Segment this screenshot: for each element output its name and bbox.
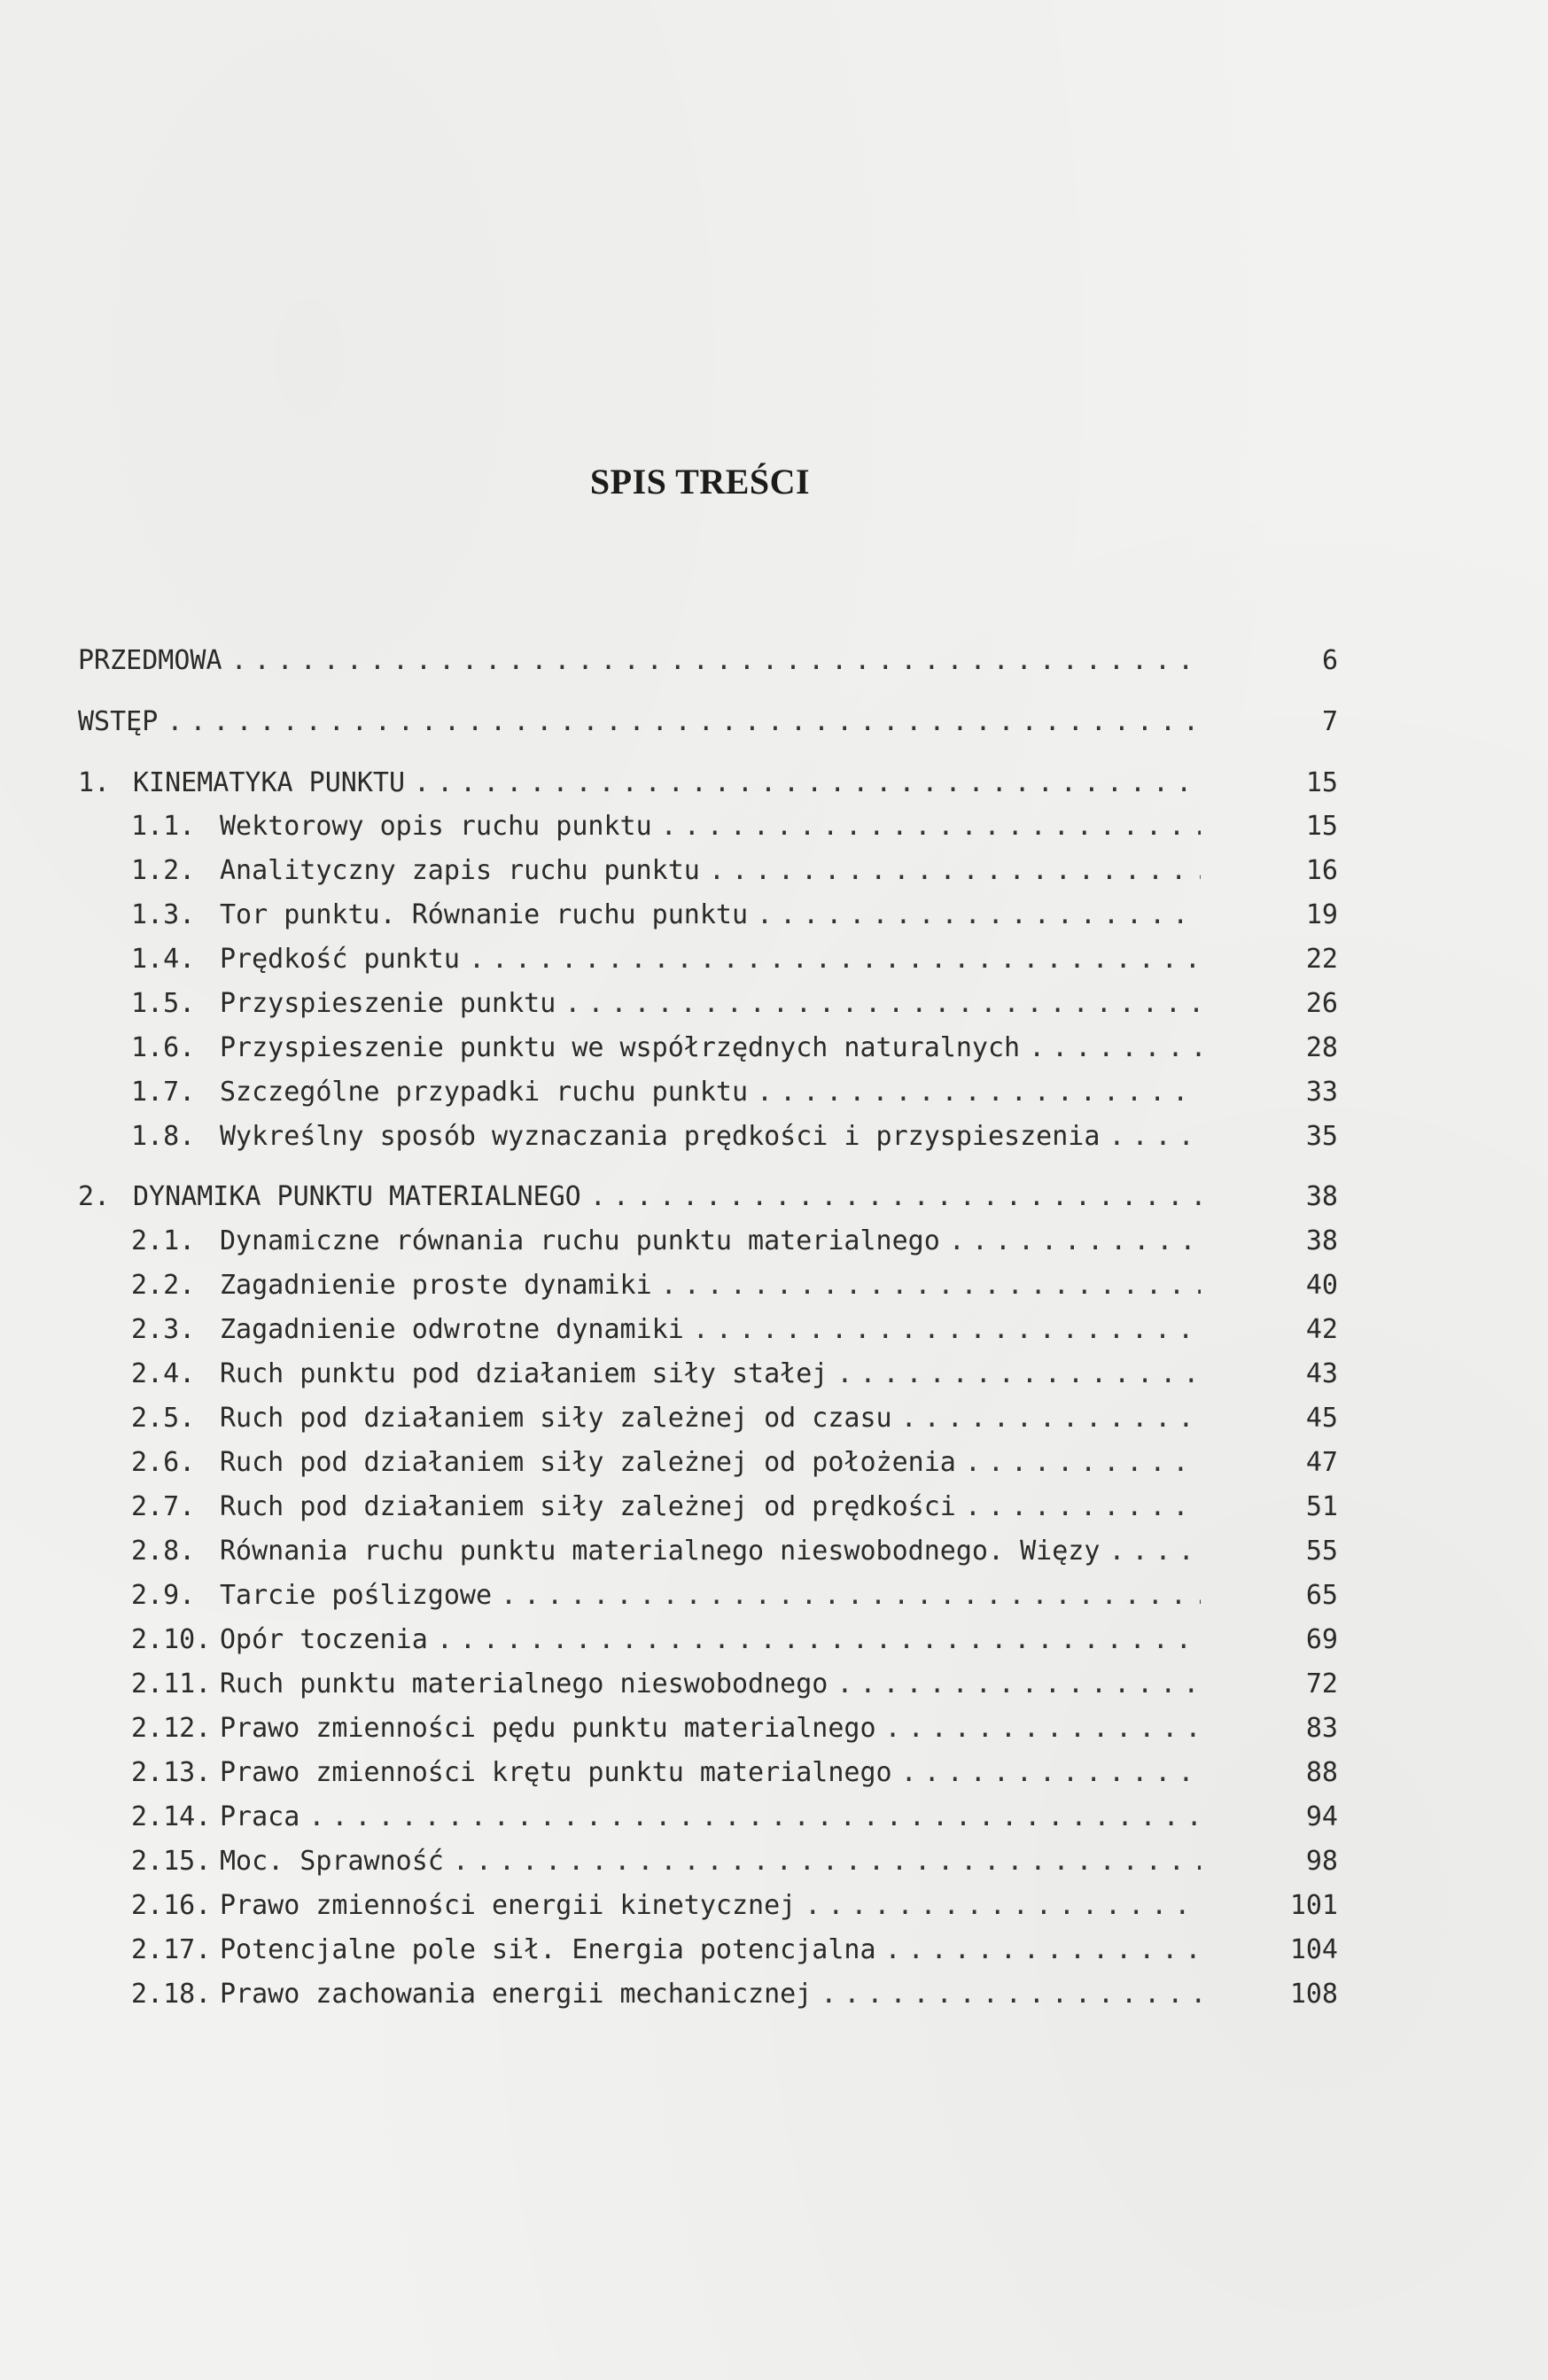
toc-entry-number: 2.	[78, 1181, 111, 1212]
dot-leader	[949, 1225, 1201, 1256]
toc-entry-number: 1.5.	[131, 988, 196, 1019]
toc-entry-title: Zagadnienie odwrotne dynamiki	[220, 1314, 684, 1345]
toc-entry-page-number: 101	[1289, 1890, 1338, 1921]
toc-entry-page-number: 16	[1305, 855, 1338, 886]
dot-leader	[437, 1624, 1201, 1655]
dot-leader	[821, 1979, 1201, 2010]
toc-entry	[131, 1447, 1210, 1491]
toc-entry-number: 2.7.	[131, 1491, 196, 1522]
toc-entry-title: Analityczny zapis ruchu punktu	[220, 855, 700, 886]
dot-leader	[1029, 1032, 1201, 1063]
toc-entry-number: 2.16.	[131, 1890, 212, 1921]
toc-entry-title: Prawo zmienności pędu punktu materialnego	[220, 1713, 876, 1744]
toc-entry-title: Ruch pod działaniem siły zależnej od czasu	[220, 1403, 892, 1434]
toc-entry	[131, 1890, 1210, 1934]
toc-entry	[131, 988, 1210, 1032]
toc-entry-title: Prędkość punktu	[220, 944, 460, 975]
toc-entry-page-number: 65	[1305, 1580, 1338, 1611]
dot-leader	[661, 1270, 1201, 1301]
toc-entry-number: 2.15.	[131, 1846, 212, 1877]
toc-entry-number: 2.11.	[131, 1668, 212, 1699]
toc-entry-page-number: 38	[1305, 1181, 1338, 1212]
toc-entry-title: Prawo zmienności krętu punktu materialnego	[220, 1757, 892, 1788]
toc-entry	[78, 645, 1210, 689]
toc-entry-number: 2.17.	[131, 1934, 212, 1965]
dot-leader	[453, 1846, 1201, 1877]
toc-entry-page-number: 94	[1305, 1801, 1338, 1832]
toc-entry-title: Prawo zmienności energii kinetycznej	[220, 1890, 797, 1921]
toc-entry-page-number: 6	[1321, 645, 1338, 676]
toc-entry-number: 2.14.	[131, 1801, 212, 1832]
toc-entry-title: Ruch pod działaniem siły zależnej od prędkości	[220, 1491, 956, 1522]
toc-entry-title: WSTĘP	[78, 706, 159, 737]
toc-entry-number: 2.9.	[131, 1580, 196, 1611]
toc-entry	[131, 1225, 1210, 1270]
toc-entry-number: 1.2.	[131, 855, 196, 886]
toc-entry-title: Dynamiczne równania ruchu punktu materialnego	[220, 1225, 940, 1256]
toc-entry-title: Szczególne przypadki ruchu punktu	[220, 1077, 749, 1108]
toc-entry	[131, 899, 1210, 944]
toc-entry-title: Ruch pod działaniem siły zależnej od położenia	[220, 1447, 956, 1478]
toc-entry-number: 2.5.	[131, 1403, 196, 1434]
toc-entry-page-number: 19	[1305, 899, 1338, 930]
dot-leader	[414, 767, 1201, 798]
toc-entry-page-number: 35	[1305, 1121, 1338, 1152]
toc-entry	[131, 1580, 1210, 1624]
toc-entry	[131, 1846, 1210, 1890]
toc-entry-page-number: 108	[1289, 1979, 1338, 2010]
toc-entry-number: 2.10.	[131, 1624, 212, 1655]
toc-entry-number: 2.2.	[131, 1270, 196, 1301]
toc-entry	[131, 1032, 1210, 1077]
toc-entry-page-number: 47	[1305, 1447, 1338, 1478]
toc-entry-title: Prawo zachowania energii mechanicznej	[220, 1979, 813, 2010]
dot-leader	[757, 1077, 1201, 1108]
toc-entry	[131, 1403, 1210, 1447]
toc-entry	[131, 1801, 1210, 1846]
dot-leader	[901, 1403, 1201, 1434]
toc-entry-page-number: 15	[1305, 767, 1338, 798]
toc-entry	[131, 1358, 1210, 1403]
dot-leader	[469, 944, 1201, 975]
toc-entry	[131, 1491, 1210, 1536]
toc-entry-title: Ruch punktu pod działaniem siły stałej	[220, 1358, 828, 1389]
toc-entry-page-number: 38	[1305, 1225, 1338, 1256]
toc-entry-title: Ruch punktu materialnego nieswobodnego	[220, 1668, 828, 1699]
toc-entry-title: Tor punktu. Równanie ruchu punktu	[220, 899, 749, 930]
toc-entry-title: Opór toczenia	[220, 1624, 428, 1655]
toc-entry	[131, 1979, 1210, 2023]
toc-entry-number: 2.6.	[131, 1447, 196, 1478]
toc-entry-page-number: 104	[1289, 1934, 1338, 1965]
dot-leader	[805, 1890, 1201, 1921]
toc-entry-number: 2.13.	[131, 1757, 212, 1788]
toc-entry	[131, 1536, 1210, 1580]
dot-leader	[564, 988, 1201, 1019]
toc-entry	[78, 1181, 1210, 1225]
toc-entry	[131, 811, 1210, 855]
toc-entry-page-number: 51	[1305, 1491, 1338, 1522]
toc-entry-page-number: 33	[1305, 1077, 1338, 1108]
toc-entry-page-number: 69	[1305, 1624, 1338, 1655]
toc-entry-title: PRZEDMOWA	[78, 645, 222, 676]
toc-entry-page-number: 45	[1305, 1403, 1338, 1434]
toc-entry-page-number: 43	[1305, 1358, 1338, 1389]
dot-leader	[1108, 1536, 1201, 1567]
dot-leader	[836, 1358, 1201, 1389]
toc-entry-page-number: 40	[1305, 1270, 1338, 1301]
toc-entry	[131, 944, 1210, 988]
toc-entry	[131, 1121, 1210, 1165]
toc-entry-title: Tarcie poślizgowe	[220, 1580, 493, 1611]
toc-entry	[131, 1934, 1210, 1979]
toc-entry-number: 2.4.	[131, 1358, 196, 1389]
toc-entry-number: 2.1.	[131, 1225, 196, 1256]
toc-entry	[78, 767, 1210, 812]
toc-entry	[131, 1757, 1210, 1801]
toc-entry-number: 1.8.	[131, 1121, 196, 1152]
dot-leader	[965, 1491, 1201, 1522]
dot-leader	[693, 1314, 1201, 1345]
toc-entry-page-number: 42	[1305, 1314, 1338, 1345]
toc-entry-title: Wektorowy opis ruchu punktu	[220, 811, 652, 842]
toc-entry-number: 2.3.	[131, 1314, 196, 1345]
toc-entry-page-number: 7	[1321, 706, 1338, 737]
toc-entry-title: Zagadnienie proste dynamiki	[220, 1270, 652, 1301]
toc-entry	[131, 1624, 1210, 1668]
toc-entry	[78, 706, 1210, 751]
toc-entry-page-number: 26	[1305, 988, 1338, 1019]
dot-leader	[590, 1181, 1201, 1212]
dot-leader	[885, 1713, 1201, 1744]
toc-entry-page-number: 55	[1305, 1536, 1338, 1567]
toc-entry-page-number: 22	[1305, 944, 1338, 975]
toc-entry-title: Przyspieszenie punktu	[220, 988, 556, 1019]
dot-leader	[836, 1668, 1201, 1699]
toc-entry-number: 1.	[78, 767, 111, 798]
dot-leader	[308, 1801, 1201, 1832]
toc-entry-title: Przyspieszenie punktu we współrzędnych naturalnych	[220, 1032, 1021, 1063]
toc-entry-number: 1.7.	[131, 1077, 196, 1108]
toc-entry-title: DYNAMIKA PUNKTU MATERIALNEGO	[133, 1181, 581, 1212]
dot-leader	[885, 1934, 1201, 1965]
dot-leader	[231, 645, 1201, 676]
toc-entry-page-number: 88	[1305, 1757, 1338, 1788]
toc-entry	[131, 1668, 1210, 1713]
toc-entry-page-number: 98	[1305, 1846, 1338, 1877]
dot-leader	[661, 811, 1201, 842]
toc-entry-number: 2.18.	[131, 1979, 212, 2010]
toc-entry	[131, 855, 1210, 899]
toc-entry-page-number: 15	[1305, 811, 1338, 842]
toc-entry-number: 1.4.	[131, 944, 196, 975]
dot-leader	[901, 1757, 1201, 1788]
toc-entry	[131, 1077, 1210, 1121]
toc-entry-number: 1.3.	[131, 899, 196, 930]
toc-entry	[131, 1713, 1210, 1757]
toc-entry-number: 2.12.	[131, 1713, 212, 1744]
toc-entry	[131, 1270, 1210, 1314]
toc-entry-page-number: 83	[1305, 1713, 1338, 1744]
dot-leader	[167, 706, 1201, 737]
toc-entry-title: Moc. Sprawność	[220, 1846, 444, 1877]
dot-leader	[1108, 1121, 1201, 1152]
dot-leader	[501, 1580, 1201, 1611]
toc-entry-number: 1.6.	[131, 1032, 196, 1063]
toc-entry-title: KINEMATYKA PUNKTU	[133, 767, 406, 798]
toc-entry-title: Potencjalne pole sił. Energia potencjalna	[220, 1934, 876, 1965]
toc-entry-number: 2.8.	[131, 1536, 196, 1567]
dot-leader	[709, 855, 1201, 886]
toc-entry-title: Równania ruchu punktu materialnego nieswobodnego. Więzy	[220, 1536, 1101, 1567]
dot-leader	[757, 899, 1201, 930]
toc-entry-page-number: 72	[1305, 1668, 1338, 1699]
toc-entry-title: Praca	[220, 1801, 300, 1832]
toc-entry-page-number: 28	[1305, 1032, 1338, 1063]
toc-entry-title: Wykreślny sposób wyznaczania prędkości i przyspieszenia	[220, 1121, 1101, 1152]
toc-entry-number: 1.1.	[131, 811, 196, 842]
page-title: SPIS TREŚCI	[589, 462, 811, 502]
toc-entry	[131, 1314, 1210, 1358]
dot-leader	[965, 1447, 1201, 1478]
